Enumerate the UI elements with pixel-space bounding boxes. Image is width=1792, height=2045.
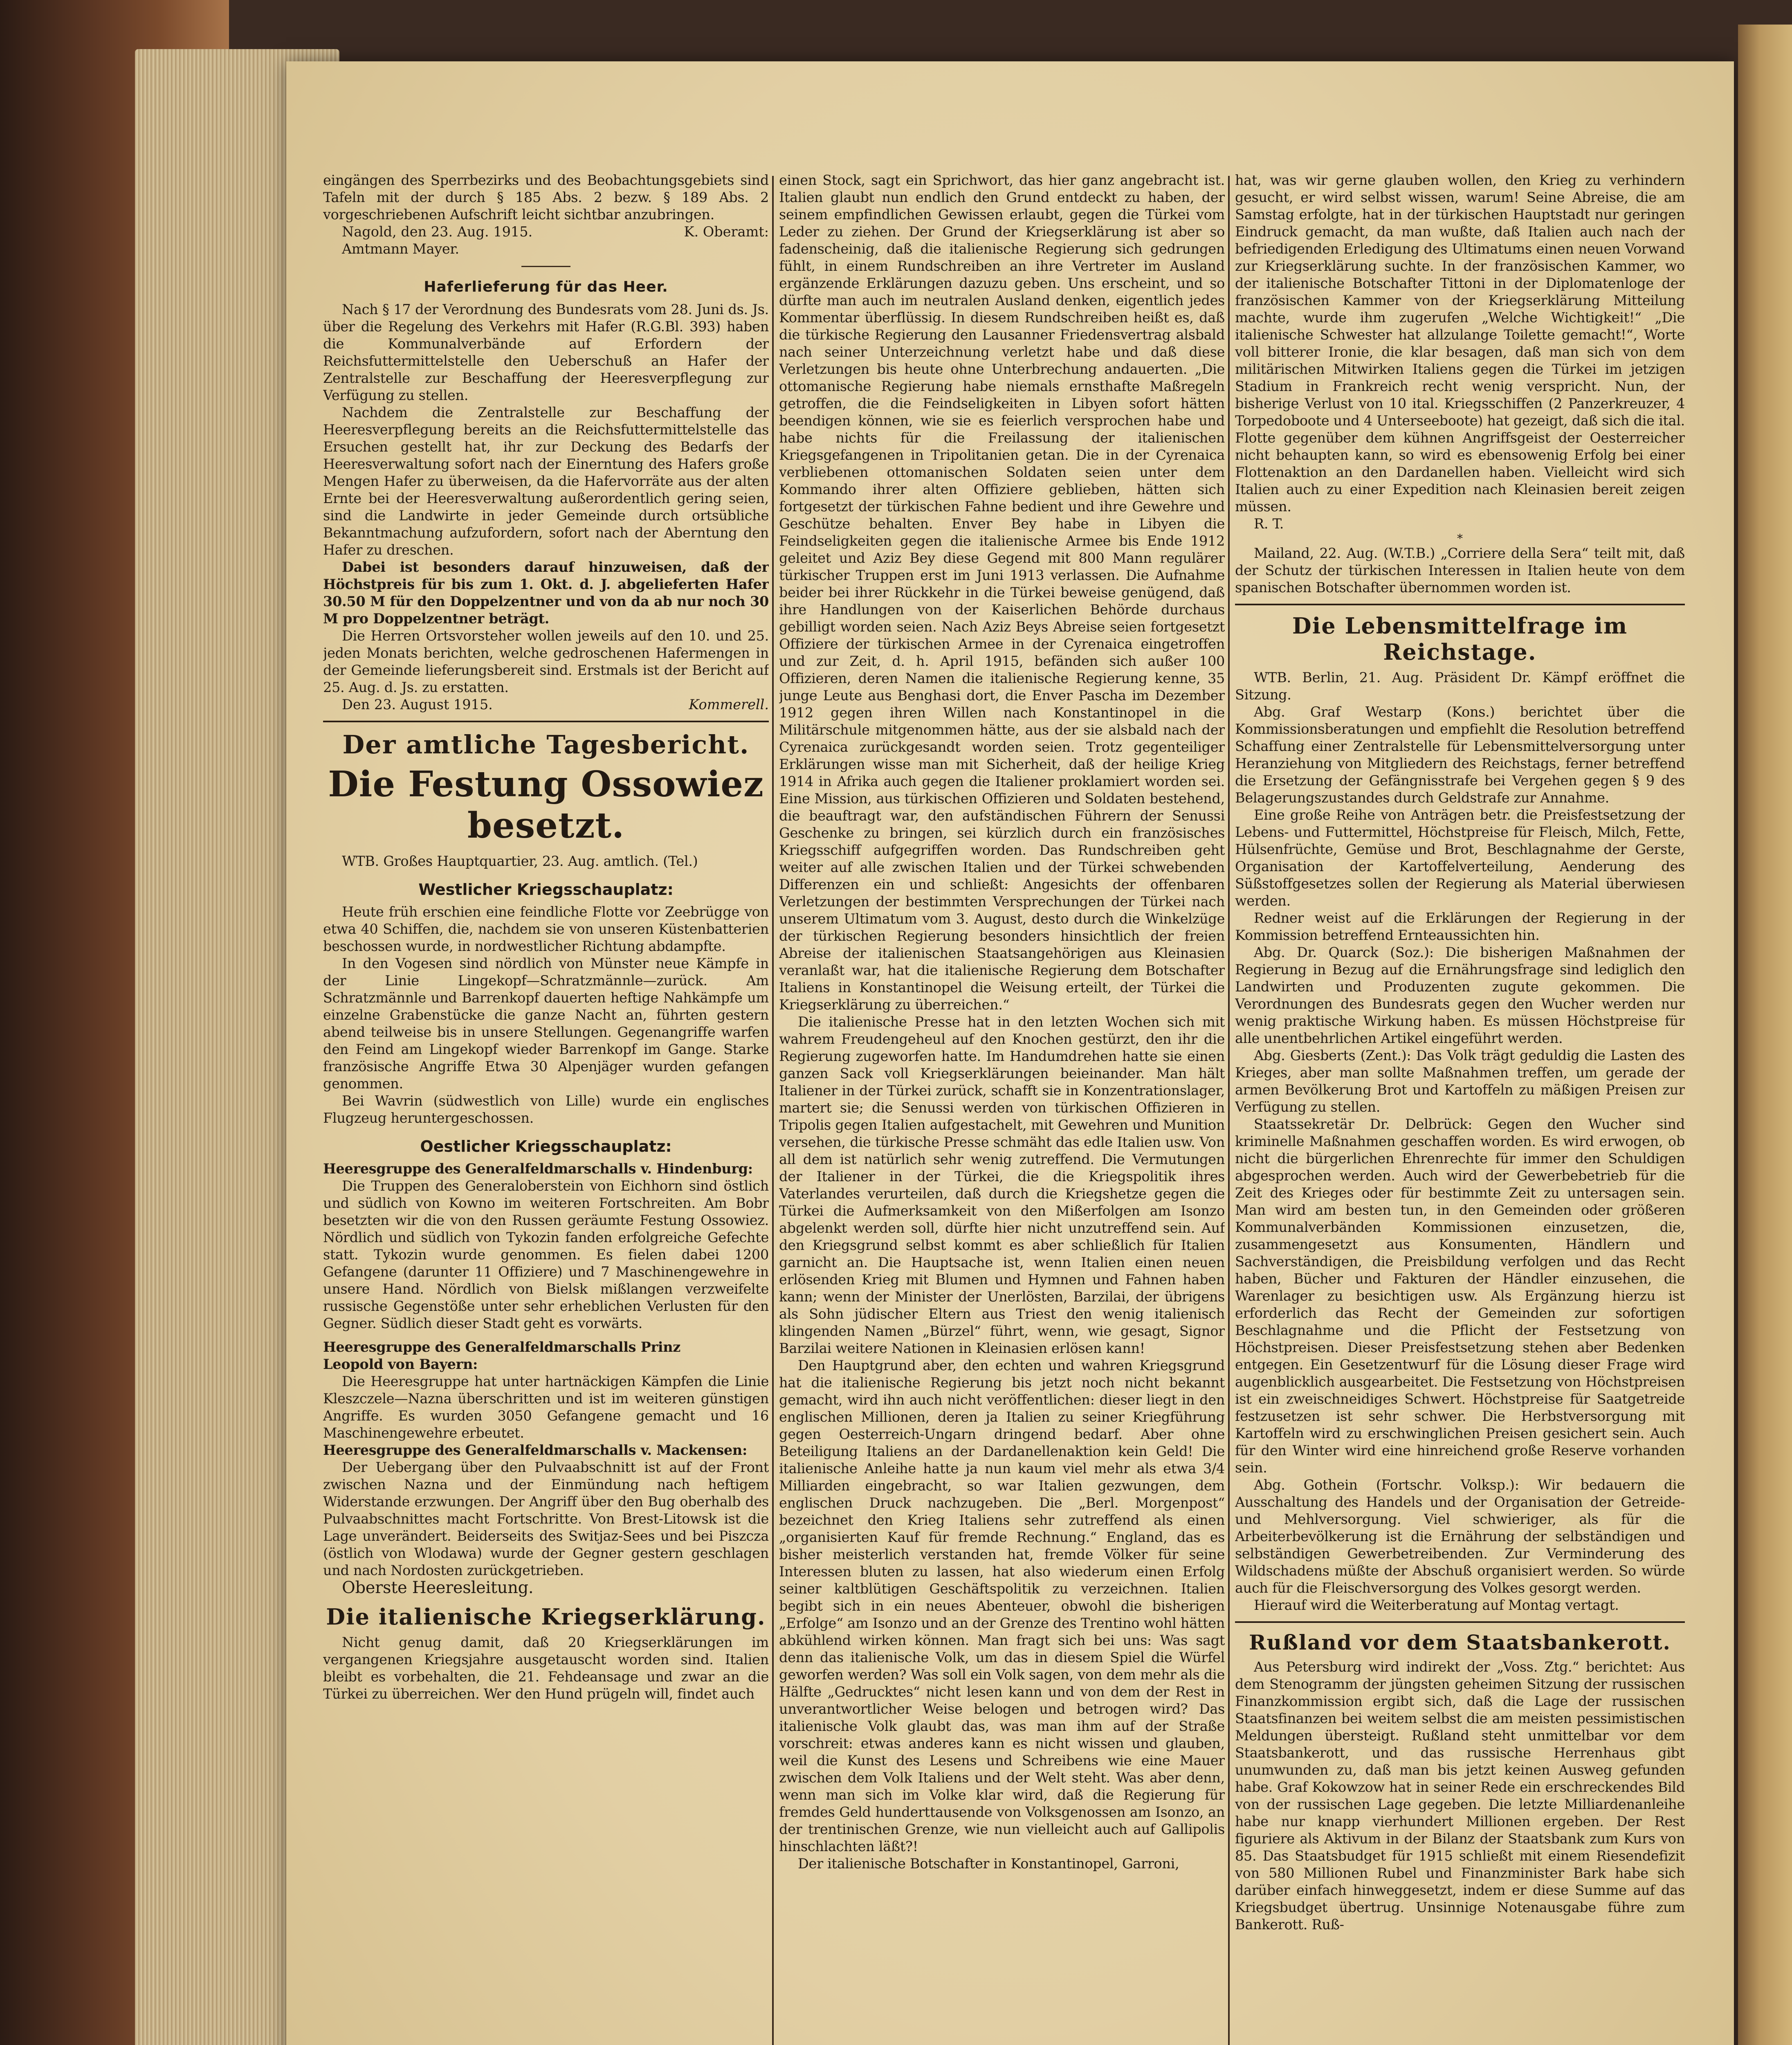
article-text: Bei Wavrin (südwestlich von Lille) wurde ein englisches Flugzeug heruntergeschossen. [323,1093,769,1126]
article-text: Heeresgruppe des Generalfeldmarschalls v. Hindenburg: [323,1161,753,1177]
adjacent-page-edge [1738,25,1792,2045]
section-heading: Die Lebensmittelfrage im Reichstage. [1292,613,1628,665]
article-text: Nicht genug damit, daß 20 Kriegserklärungen im vergangenen Kriegsjahre ausgetauscht worden sind. Italien bleibt es vorbehalten, die 21. Fehdeansage und zwar an die Türkei zu überreichen. Wer den Hund prügeln will, findet auch [323,1634,769,1702]
dateline: WTB. Großes Hauptquartier, 23. Aug. amtlich. (Tel.) [342,853,698,869]
article-text: Den Hauptgrund aber, den echten und wahren Kriegsgrund hat die italienische Regierung bis jetzt noch nicht bekannt gemacht, wird ihn auch nicht veröffentlichen: dieser liegt in den englischen Millionen, deren ja Italien zu seiner Kriegführung gegen Oesterreich-Ungarn dringend bedarf. Aber ohne Beteiligung Italiens an der Dardanellenaktion kein Geld! Die italienische Anleihe hatte ja nun kaum viel mehr als etwa 3/4 Milliarden eingebracht, so war Italien gezwungen, dem englischen Druck nachzugeben. Die „Berl. Morgenpost“ bezeichnet den Krieg Italiens sehr zutreffend als einen „organisierten Kauf für fremde Rechnung.“ England, das es bisher meisterlich verstanden hat, fremde Völker für seine Interessen bluten zu lassen, hat also wiederum einen Erfolg seiner kaltblütigen Geschäftspolitik zu verzeichnen. Italien begibt sich in ein neues Abenteuer, obwohl die bisherigen „Erfolge“ am Isonzo und an der Grenze des Trentino wohl hätten abkühlend wirken können. Man fragt sich bei uns: Was sagt denn das italienische Volk, um das in diesem Spiel die Würfel geworfen werden? Was soll ein Volk sagen, von dem mehr als die Hälfte „Gedrucktes“ nicht lesen kann und von dem der Rest in unverantwortlicher Weise belogen und betrogen wird? Das italienische Volk glaubt das, was man ihm auf der Straße vorschreit: etwas anderes kann es nicht wissen und glauben, weil die Kunst des Lesens und Schreibens wie eine Mauer zwischen dem Volk Italiens und der Welt steht. Was aber denn, wenn man sich im Volke klar wird, daß die Regierung für fremdes Geld hunderttausende von Volksgenossen am Isonzo, an der trentinischen Grenze, wie nun vielleicht auch auf Gallipolis hinschlachten läßt?! [779,1357,1225,1854]
article-text: Nachdem die Zentralstelle zur Beschaffung der Heeresverpflegung bereits an die Reichsfuttermittelstelle das Ersuchen gestellt hat, ihr zur Deckung des Bedarfs der Heeresverwaltung sofort nach der Einerntung des Hafers große Mengen Hafer zu überweisen, da die Hafervorräte aus der alten Ernte bei der Heeresverwaltung außerordentlich gering seien, sind die Landwirte in jeder Gemeinde durch ortsübliche Bekanntmachung aufzufordern, sofort nach der Aberntung den Hafer zu dreschen. [323,405,769,558]
signature: Kommerell. [689,697,769,712]
article-text: Mailand, 22. Aug. (W.T.B.) „Corriere della Sera“ teilt mit, daß der Schutz der türkischen Interessen in Italien heute von dem spanischen Botschafter übernommen worden ist. [1235,545,1685,596]
column-rule [772,176,774,2045]
article-text: Redner weist auf die Erklärungen der Regierung in der Kommission betreffend Ernteaussichten hin. [1235,910,1685,943]
article-text: Die Herren Ortsvorsteher wollen jeweils auf den 10. und 25. jeden Monats berichten, welche gedroschenen Hafermengen in der Gemeinde lieferungsbereit sind. Erstmals ist der Bericht auf 25. Aug. d. Js. zu erstatten. [323,628,769,695]
article-text: Der Uebergang über den Pulvaabschnitt ist auf der Front zwischen Nazna und der Einmündung nach heftigem Widerstande erzwungen. Der Angriff über den Bug oberhalb des Pulvaabschnittes macht Fortschritte. Von Brest-Litowsk ist die Lage unverändert. Beiderseits des Switjaz-Sees und bei Piszcza (östlich von Wlodawa) wurde der Gegner gestern geschlagen und nach Nordosten zurückgetrieben. [323,1459,769,1578]
article-text: Dabei ist besonders darauf hinzuweisen, daß der Höchstpreis für bis zum 1. Okt. d. J. abgelieferten Hafer 30.50 M für den Doppelzentner und von da ab nur noch 30 M pro Doppelzentner beträgt. [323,559,769,627]
headline: Die Festung Ossowiez besetzt. [328,764,764,846]
column-3 [1235,172,1685,2045]
article-text: Die Heeresgruppe hat unter hartnäckigen Kämpfen die Linie Kleszczele—Nazna überschritten und ist im weiteren günstigen Angriffe. Es wurden 3050 Gefangene gemacht und 16 Maschinengewehre erbeutet. [323,1373,769,1441]
subheading: Heeresgruppe des Generalfeldmarschalls Prinz [323,1339,681,1355]
article-text: eingängen des Sperrbezirks und des Beobachtungsgebiets sind Tafeln mit der durch § 185 Abs. 2 bezw. § 189 Abs. 2 vorgeschriebenen Aufschrift leicht sichtbar anzubringen. [323,172,769,222]
dateline [323,223,769,240]
article-text: Die italienische Presse hat in den letzten Wochen sich mit wahrem Freudengeheul auf den Knochen gestürzt, den ihr die Regierung zugeworfen hatte. Im Handumdrehen hatte sie einen ganzen Sack voll Kriegserklärungen beieinander. Man hält Italiener in der Türkei zurück, schafft sie in Konzentrationslager, martert sie; die Senussi werden von türkischen Offizieren in Tripolis gegen Italien aufgestachelt, mit Gewehren und Munition versehen, die türkische Presse schmäht das edle Italien usw. Von all dem ist natürlich sehr wenig zutreffend. Die Vermutungen der Italiener in der Türkei, die die Kriegspolitik ihres Vaterlandes verurteilen, daß durch die Kriegshetze gegen die Türkei die Aufmerksamkeit von den Mißerfolgen am Isonzo abgelenkt werden soll, dürfte hier nicht unzutreffend sein. Auf den Kriegsgrund selbst kommt es aber schließlich für Italien garnicht an. Die Hauptsache ist, wenn Italien einen neuen erlösenden Krieg mit Blumen und Hymnen und Fahnen haben kann; wenn der Minister der Unerlösten, Barzilai, der übrigens als Sohn jüdischer Eltern aus Triest den wenig italienisch klingenden Namen „Bürzel“ führt, wenn, wie gesagt, Signor Barzilai weitere Nationen in Kleinasien erlösen kann! [779,1014,1225,1356]
article-text: In den Vogesen sind nördlich von Münster neue Kämpfe in der Linie Lingekopf—Schratzmännle—zurück. Am Schratzmännle und Barrenkopf dauerten heftige Nahkämpfe um einzelne Grabenstücke die ganze Nacht an, führten gestern abend teilweise bis in unsere Stellungen. Gegenangriffe warfen den Feind am Lingekopf wieder Barrenkopf im Gange. Starke französische Angriffe Etwa 30 Alpenjäger wurden gefangen genommen. [323,955,769,1092]
section-heading: Rußland vor dem Staatsbankerott. [1249,1630,1671,1654]
signature: Amtmann Mayer. [342,241,459,257]
signature: Oberste Heeresleitung. [342,1578,534,1597]
article-text: Nach § 17 der Verordnung des Bundesrats vom 28. Juni ds. Js. über die Regelung des Verkehrs mit Hafer (R.G.Bl. 393) haben die Kommunalverbände auf Erfordern der Reichsfuttermittelstelle den Ueberschuß an Hafer der Zentralstelle zur Beschaffung der Heeresverpflegung zur Verfügung zu stellen. [323,301,769,403]
article-text: Abg. Giesberts (Zent.): Das Volk trägt geduldig die Lasten des Krieges, aber man sollte Maßnahmen treffen, um gerade der armen Bevölkerung Brot und Kartoffeln zu mäßigen Preisen zur Verfügung zu stellen. [1235,1047,1685,1115]
section-heading: Die italienische Kriegserklärung. [326,1604,766,1630]
place-date: Den 23. August 1915. [342,697,493,712]
dateline [323,696,769,713]
column-rule [1228,176,1230,2045]
subheading: Oestlicher Kriegsschauplatz: [420,1137,672,1155]
section-heading: Der amtliche Tagesbericht. [342,730,750,760]
article-text: Abg. Gothein (Fortschr. Volksp.): Wir bedauern die Ausschaltung des Handels und der Organisation der Getreide- und Mehlversorgung. Viel schwieriger, als für die Arbeiterbevölkerung ist die Ernährung der selbständigen und selbständigen Gewerbetreibenden. Zur Verminderung des Wildschadens müßte der Abschuß organisiert werden. So würde auch für die Fleischversorgung des Volkes gesorgt werden. [1235,1477,1685,1596]
article-text: Staatssekretär Dr. Delbrück: Gegen den Wucher sind kriminelle Maßnahmen geschaffen worden. Es wird erwogen, ob nicht die bürgerlichen Ehrenrechte für immer den Schuldigen abgesprochen werden. Auch wird der Gewerbebetrieb für die Zeit des Krieges oder für bestimmte Zeit zu untersagen sein. Man wird am besten tun, in den Gemeinden oder größeren Kommunalverbänden Kommissionen einzusetzen, die, zusammengesetzt aus Konsumenten, Händlern und Sachverständigen, die Preisbildung verfolgen und das Recht haben, Bücher und Fakturen der Händler einzusehen, die Warenlager zu besichtigen usw. Als Ergänzung hierzu ist erforderlich das Recht der Gemeinden zur sofortigen Beschlagnahme und die Pflicht der Festsetzung von Höchstpreisen. Dieser Preisfestsetzung stehen aber Bedenken entgegen. Ein Gesetzentwurf für die Lösung dieser Frage wird augenblicklich ausgearbeitet. Die Festsetzung von Höchstpreisen ist ein zweischneidiges Schwert. Höchstpreise für Saatgetreide festzusetzen ist sehr schwer. Die Herbstversorgung mit Kartoffeln wird zu erschwinglichen Preisen gesichert sein. Auch für den Winter wird eine hinreichend große Reserve vorhanden sein. [1235,1116,1685,1476]
place-date: Nagold, den 23. Aug. 1915. [342,224,533,240]
column-2 [779,172,1225,2045]
article-text: Eine große Reihe von Anträgen betr. die Preisfestsetzung der Lebens- und Futtermittel, Höchstpreise für Fleisch, Milch, Fette, Hülsenfrüchte, Gemüse und Brot, Beschlagnahme der Gerste, Organisation der Kartoffelverteilung, Aenderung des Süßstoffgesetzes sollen der Regierung als Material überwiesen werden. [1235,807,1685,909]
article-text: Heeresgruppe des Generalfeldmarschalls v. Mackensen: [323,1442,748,1458]
separator [1235,1621,1685,1623]
separator [323,721,769,722]
star-divider: * [1457,532,1463,545]
article-text: Hierauf wird die Weiterberatung auf Montag vertagt. [1254,1597,1619,1613]
article-text: Die Truppen des Generaloberstein von Eichhorn sind östlich und südlich von Kowno im weiteren Fortschreiten. Am Bobr besetzten wir die von den Russen geräumte Festung Ossowiez. Nördlich und südlich von Tykozin fanden erfolgreiche Gefechte statt. Tykozin wurde genommen. Es fielen dabei 1200 Gefangene (darunter 11 Offiziere) und 7 Maschinengewehre in unsere Hand. Nördlich von Bielsk mißlangen verzweifelte russische Gegenstöße unter sehr erheblichen Verlusten für den Gegner. Südlich dieser Stadt geht es vorwärts. [323,1178,769,1331]
office-name: K. Oberamt: [684,224,769,240]
article-text: Abg. Dr. Quarck (Soz.): Die bisherigen Maßnahmen der Regierung in Bezug auf die Ernährungsfrage sind lediglich den Landwirten und Produzenten zugute gekommen. Die Verordnungen des Bundesrats gegen den Wucher werden nur wenig praktische Wirkung haben. Es müssen Höchstpreise für alle unentbehrlichen Artikel eingeführt werden. [1235,944,1685,1046]
separator [521,266,570,267]
article-text: Heute früh erschien eine feindliche Flotte vor Zeebrügge von etwa 40 Schiffen, die, nachdem sie von unseren Küstenbatterien beschossen wurde, in nordwestlicher Richtung abdampfte. [323,904,769,954]
article-text: Abg. Graf Westarp (Kons.) berichtet über die Kommissionsberatungen und empfiehlt die Resolution betreffend Schaffung einer Zentralstelle für Lebensmittelversorgung unter Heranziehung von Mitgliedern des Reichstags, ferner betreffend die Ersetzung der Gefängnisstrafe bei Vergehen gegen § 9 des Belagerungszustandes durch Geldstrafe zur Annahme. [1235,704,1685,806]
article-text: Aus Petersburg wird indirekt der „Voss. Ztg.“ berichtet: Aus dem Stenogramm der jüngsten geheimen Sitzung der russischen Finanzkommission ergibt sich, daß die Lage der russischen Staatsfinanzen bei weitem selbst die am meisten pessimistischen Meldungen übersteigt. Rußland steht unmittelbar vor dem Staatsbankerott, und das russische Herrenhaus gibt unumwunden zu, daß man bis jetzt keinen Ausweg gefunden habe. Graf Kokowzow hat in seiner Rede ein erschreckendes Bild von der russischen Lage gegeben. Die letzte Milliardenanleihe habe nur knapp vierhundert Millionen ergeben. Der Rest figuriere als Aktivum in der Bilanz der Staatsbank zum Kurs von 85. Das Staatsbudget für 1915 schließt mit einem Riesendefizit von 580 Millionen Rubel und Finanzminister Bark habe sich darüber einfach hinweggesetzt, indem er diese Summe auf das Kriegsbudget übertrug. Unsinnige Notenausgabe führe zum Bankerott. Ruß- [1235,1659,1685,1933]
subheading: Westlicher Kriegsschauplatz: [418,881,674,899]
article-text: einen Stock, sagt ein Sprichwort, das hier ganz angebracht ist. Italien glaubt nun endlich den Grund entdeckt zu haben, der seinem empfindlichen Gewissen erlaubt, gegen die Türkei vom Leder zu ziehen. Der Grund der Kriegserklärung ist aber so fadenscheinig, daß die italienische Regierung sich gedrungen fühlt, in einem Rundschreiben an ihre Vertreter im Ausland ergänzende Erklärungen dazuzu geben. Uns erscheint, und so dürfte man auch im neutralen Ausland denken, eigentlich jedes Kommentar überflüssig. In diesem Rundschreiben heißt es, daß die türkische Regierung den Lausanner Friedensvertrag alsbald nach seiner Unterzeichnung verletzt habe und daß diese Verletzungen bis heute ohne Unterbrechung andauerten. „Die ottomanische Regierung habe niemals ernsthafte Maßregeln getroffen, die die Feindseligkeiten in Libyen sofort hätten beendigen können, wie sie es feierlich versprochen habe und habe nichts für die Freilassung der italienischen Kriegsgefangenen in Tripolitanien getan. Die in der Cyrenaica verbliebenen ottomanischen Soldaten seien unter dem Kommando ihrer alten Offiziere geblieben, hätten sich fortgesetzt der türkischen Fahne bedient und ihre Gewehre und Geschütze behalten. Enver Bey habe in Libyen die Feindseligkeiten gegen die italienische Armee bis Ende 1912 geleitet und Aziz Bey diese Gegend mit 800 Mann regulärer türkischer Truppen erst im Juni 1913 verlassen. Die Aufnahme beider bei ihrer Rückkehr in die Türkei beweise genügend, daß ihre Handlungen von der Kaiserlichen Behörde durchaus gebilligt worden seien. Nach Aziz Beys Abreise seien fortgesetzt Offiziere der türkischen Armee in der Cyrenaica eingetroffen und zur Zeit, d. h. April 1915, befänden sich außer 100 Offizieren, deren Namen die italienische Regierung kenne, 35 junge Leute aus Benghasi dort, die Enver Pascha im Dezember 1912 gegen ihren Willen nach Konstantinopel in die Militärschule mitgenommen hätte, aus der sie alsbald nach der Cyrenaica zurückgesandt worden seien. Trotz gegenteiliger Erklärungen wisse man mit Sicherheit, daß der heilige Krieg 1914 in Afrika auch gegen die Italiener proklamiert worden sei. Eine Mission, aus türkischen Offizieren und Soldaten bestehend, die beauftragt war, den aufständischen Führern der Senussi Geschenke zu bringen, sei kürzlich durch ein französisches Kriegsschiff aufgegriffen worden. Das Rundschreiben geht weiter auf alle zwischen Italien und der Türkei schwebenden Differenzen ein und schließt: Angesichts der offenbaren Verletzungen der bestimmten Versprechungen der Türkei nach unserem Ultimatum vom 3. August, desto durch die Winkelzüge der türkischen Regierung besonders hinsichtlich der freien Abreise der italienischen Staatsangehörigen aus Kleinasien veranlaßt war, hat die italienische Regierung dem Botschafter Italiens in Konstantinopel die Weisung erteilt, der Türkei die Kriegserklärung zu überreichen.“ [779,172,1225,1013]
article-text: hat, was wir gerne glauben wollen, den Krieg zu verhindern gesucht, er wird selbst wissen, warum! Seine Abreise, die am Samstag erfolgte, hat in der türkischen Hauptstadt nur geringen Eindruck gemacht, da man wußte, daß Italien auch nach der befriedigenden Erledigung des Ultimatums einen neuen Vorwand zur Kriegserklärung suchte. In der französischen Kammer, wo der italienische Botschafter Tittoni in der Diplomatenloge der französischen Kammer von der Kriegserklärung Mitteilung machte, wurde ihm zugerufen „Welche Wichtigkeit!“ „Die italienische Schwester hat allzulange Toilette gemacht!“, Worte voll bitterer Ironie, die klar besagen, daß man sich von dem militärischen Mitwirken Italiens gegen die Türkei im jetzigen Stadium in Frankreich recht wenig verspricht. Nun, der bisherige Verlust von 10 ital. Kriegsschiffen (2 Panzerkreuzer, 4 Torpedoboote und 4 Unterseeboote) hat gezeigt, daß sich die ital. Flotte gegenüber dem kühnen Angriffsgeist der Oesterreicher nicht behaupten kann, so wird es ebensowenig Erfolg bei einer Flottenaktion an den Dardanellen haben. Vielleicht wird sich Italien auch zu einer Expedition nach Kleinasien bereit zeigen müssen. [1235,172,1685,515]
subheading: Leopold von Bayern: [323,1356,478,1372]
column-1 [323,172,769,2045]
section-heading: Haferlieferung für das Heer. [424,279,668,295]
separator [1235,604,1685,605]
author-initials: R. T. [1254,516,1284,532]
article-text: Der italienische Botschafter in Konstantinopel, Garroni, [798,1856,1179,1872]
article-text: WTB. Berlin, 21. Aug. Präsident Dr. Kämpf eröffnet die Sitzung. [1235,670,1685,703]
